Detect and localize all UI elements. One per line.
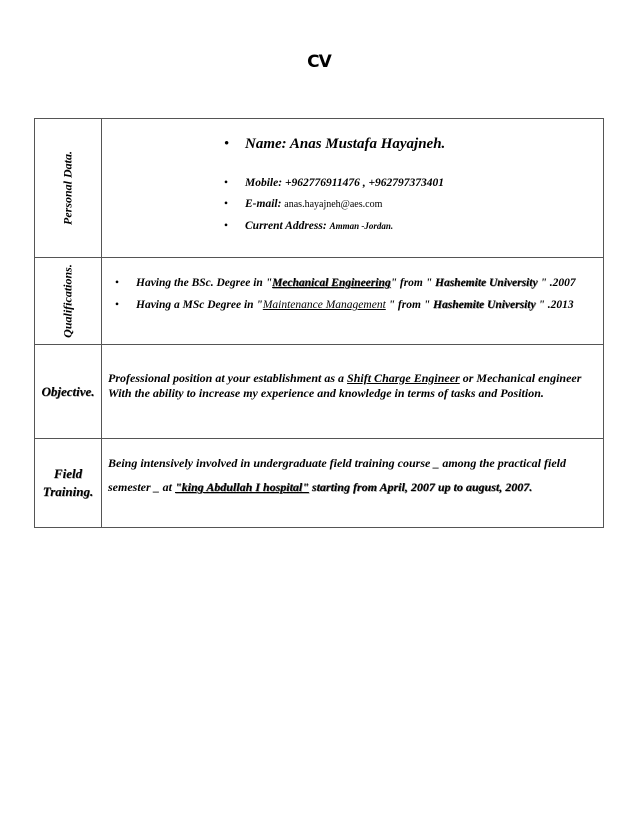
field-training-text	[102, 439, 603, 499]
list-item-address	[224, 218, 603, 234]
bullet-icon: •	[115, 277, 120, 289]
personal-data-content	[102, 119, 604, 258]
objective-highlight: Shift Charge Engineer	[347, 371, 460, 385]
field-training-line2-suffix: starting from April, 2007 up to august, 2007.	[308, 480, 533, 494]
bullet-icon: •	[115, 299, 120, 311]
personal-data-row	[35, 119, 604, 258]
bullet-icon: •	[224, 220, 229, 232]
page-title: CV	[307, 52, 331, 72]
field-training-row	[35, 439, 604, 528]
bsc-field: Mechanical Engineering	[272, 277, 391, 289]
mobile-value: +962776911476 , +962797373401	[284, 177, 445, 189]
objective-label-cell	[35, 345, 102, 439]
qualifications-row	[35, 258, 604, 345]
field-training-hospital: "king Abdullah I hospital"	[175, 480, 309, 494]
qualifications-label: Qualifications.	[60, 264, 75, 338]
bsc-university: Hashemite University	[435, 277, 538, 289]
objective-row	[35, 345, 604, 439]
name-label: Name:	[245, 136, 287, 152]
bullet-icon: •	[224, 136, 230, 152]
list-item-email	[224, 196, 603, 213]
objective-text-after: or Mechanical engineer	[459, 371, 582, 385]
list-item-bsc	[115, 275, 603, 291]
list-item-mobile	[224, 175, 603, 191]
cv-table	[34, 118, 604, 528]
personal-data-label: Personal Data.	[60, 150, 75, 226]
objective-text-before: Professional position at your establishment as a	[108, 371, 348, 385]
field-training-label-line2: Training.	[42, 484, 94, 499]
field-training-content	[102, 439, 604, 528]
bullet-icon: •	[224, 198, 229, 210]
bsc-suffix: " .2007	[537, 277, 576, 289]
bsc-prefix: Having the BSc. Degree in "	[136, 277, 273, 289]
name-value: Anas Mustafa Hayajneh.	[289, 136, 446, 152]
bullet-icon: •	[224, 177, 229, 189]
list-item-name	[224, 134, 603, 154]
mobile-label: Mobile:	[245, 177, 283, 189]
objective-label: Objective.	[41, 383, 95, 399]
email-value: anas.hayajneh@aes.com	[284, 199, 383, 210]
address-label: Current Address:	[245, 220, 327, 232]
msc-prefix: Having a MSc Degree in "	[136, 299, 263, 311]
qualifications-label-cell	[35, 258, 102, 345]
field-training-label-line1: Field	[53, 466, 83, 481]
objective-line2: With the ability to increase my experience and knowledge in terms of tasks and Position.	[108, 386, 544, 400]
list-item-msc	[115, 297, 603, 313]
personal-data-label-cell	[35, 119, 102, 258]
email-label: E-mail:	[245, 198, 282, 210]
address-value: Amman -Jordan.	[329, 221, 394, 231]
personal-data-list	[102, 119, 603, 234]
objective-content	[102, 345, 604, 439]
msc-suffix: " .2013	[535, 299, 574, 311]
qualifications-content	[102, 258, 604, 345]
field-training-line1: Being intensively involved in undergraduate field training course _ among the practical field	[108, 456, 567, 470]
msc-field: Maintenance Management	[262, 299, 386, 311]
field-training-label	[35, 465, 101, 501]
msc-university: Hashemite University	[433, 299, 536, 311]
msc-mid: " from "	[385, 299, 434, 311]
field-training-line2-prefix: semester _ at	[108, 480, 175, 494]
qualifications-list	[102, 258, 603, 313]
objective-text	[102, 345, 603, 401]
field-training-label-cell	[35, 439, 102, 528]
bsc-mid: " from "	[390, 277, 436, 289]
